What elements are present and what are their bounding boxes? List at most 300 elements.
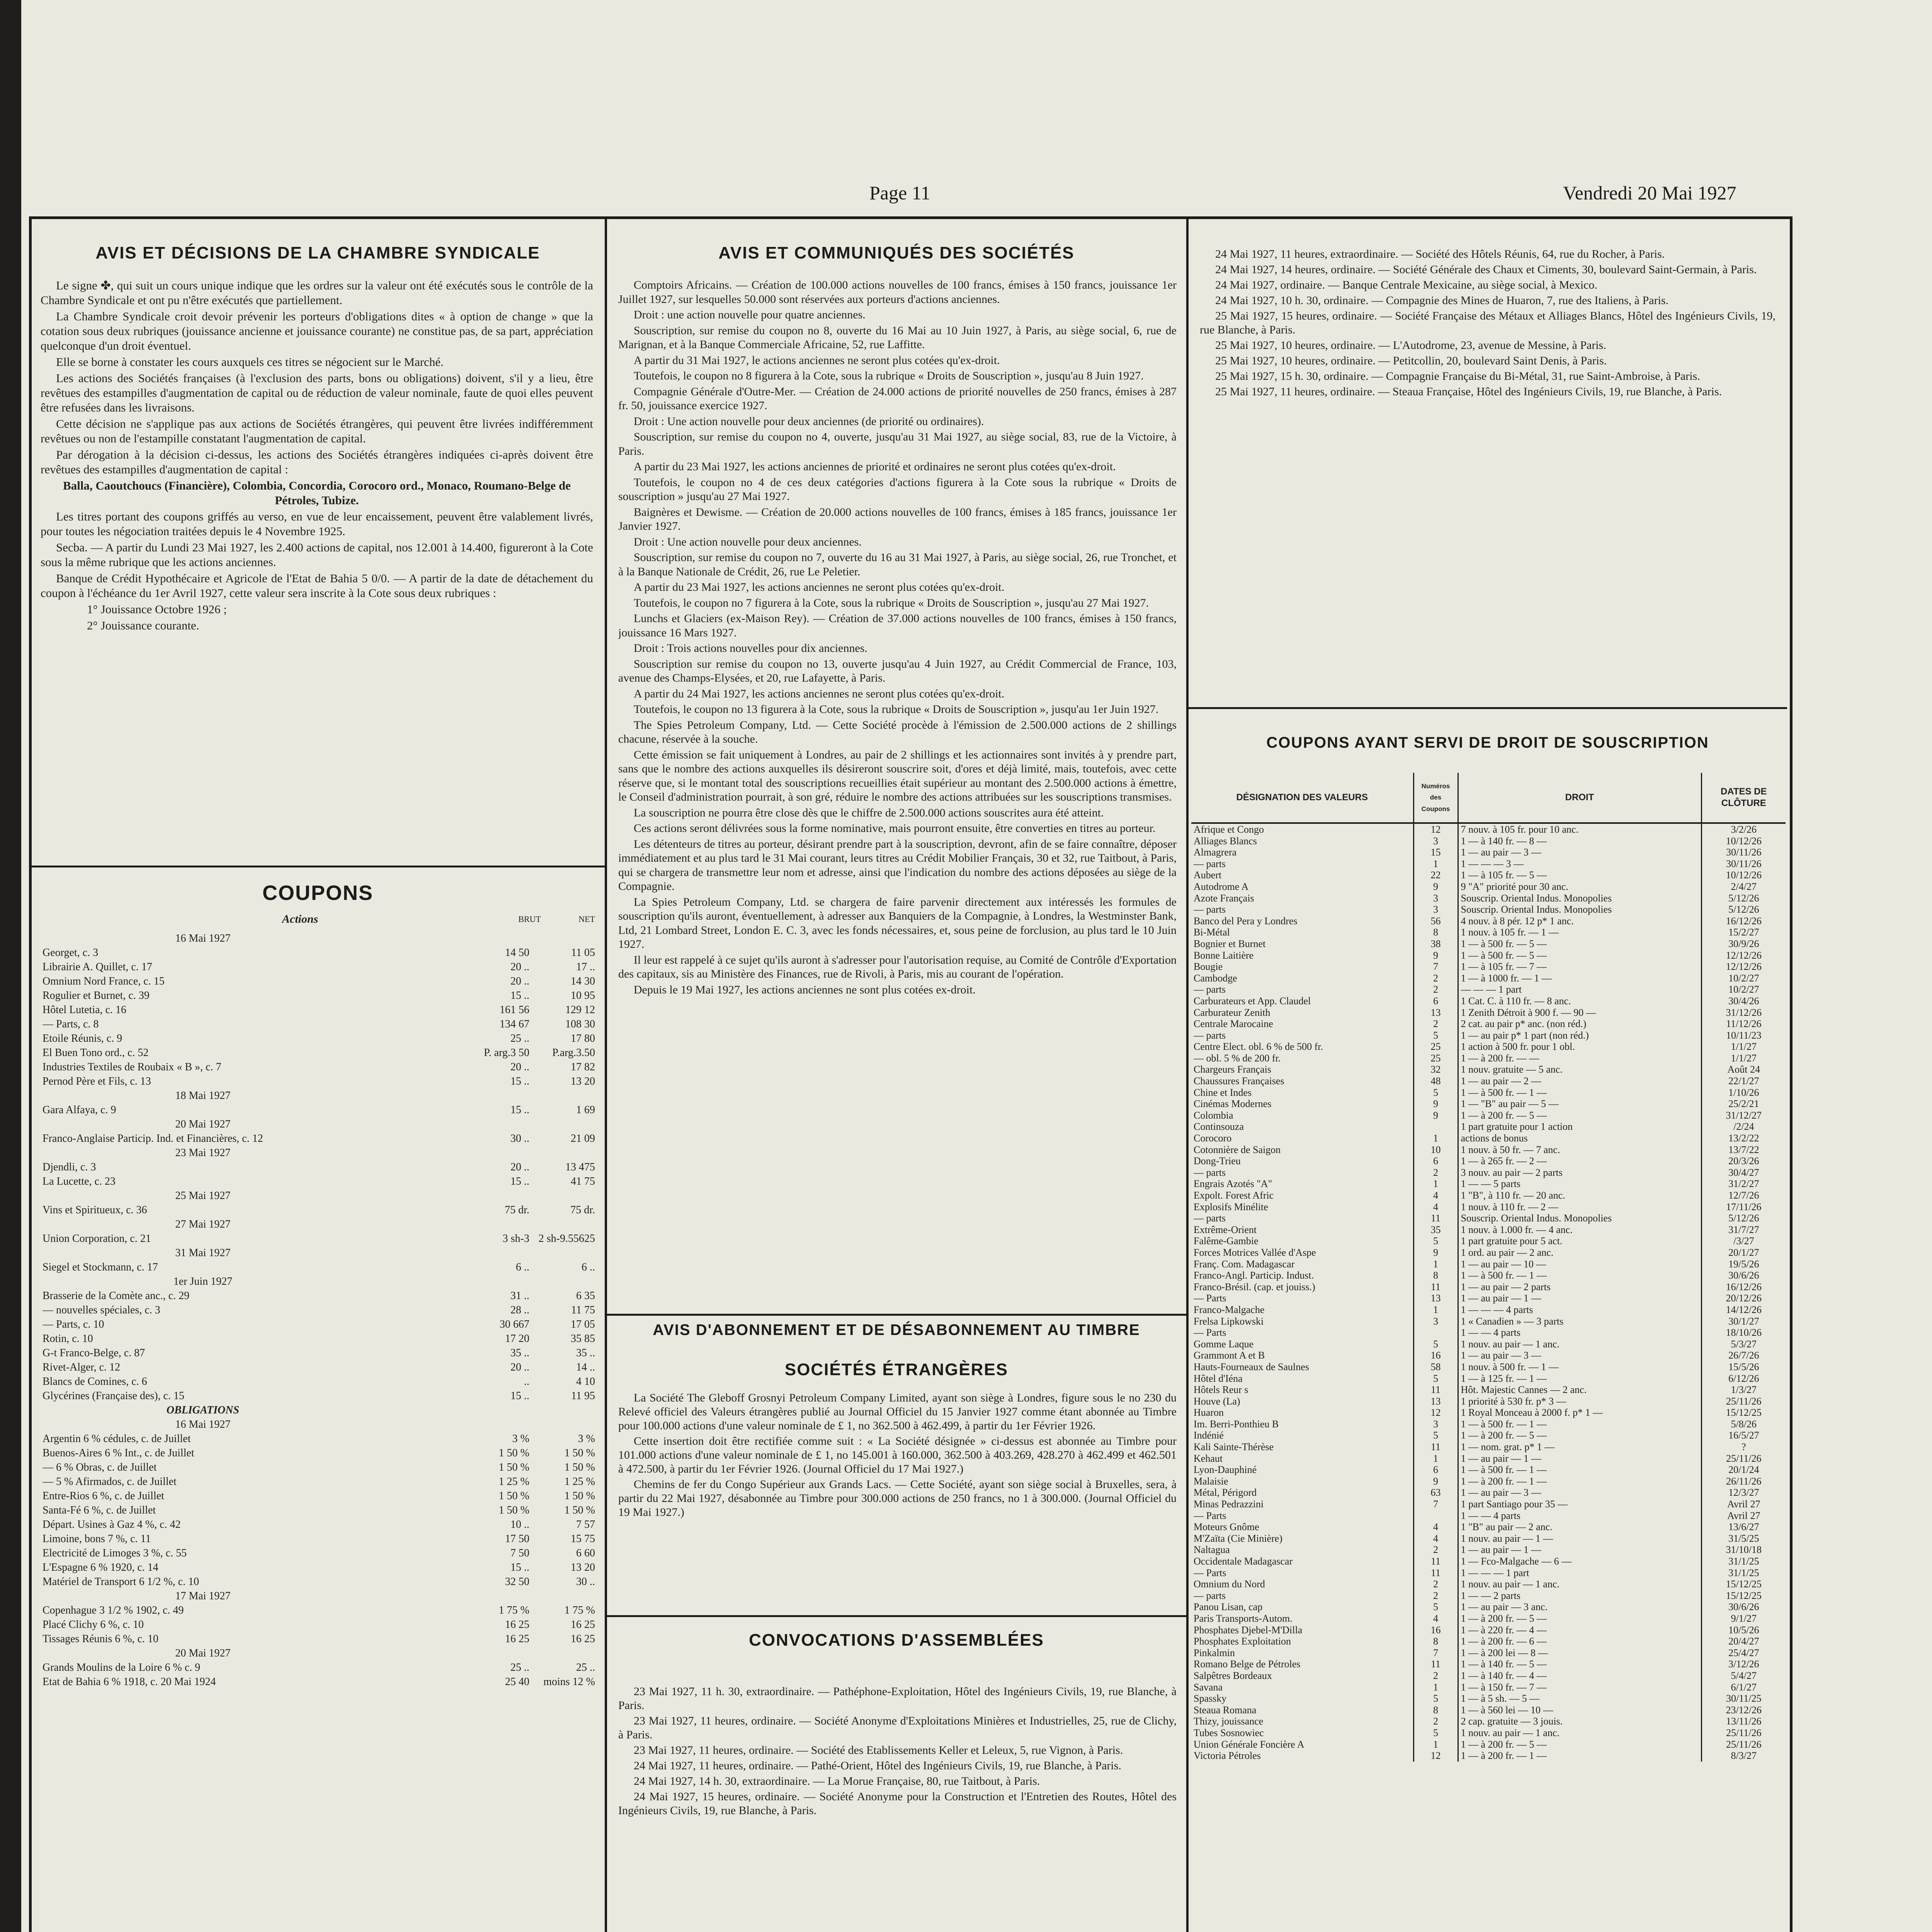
valeur-name: Autodrome A: [1191, 881, 1413, 893]
coupon-droit-row: [1191, 995, 1786, 1007]
coupon-droit-row: [1191, 1190, 1786, 1201]
droit-text: 1 — au pair — 1 —: [1458, 1293, 1701, 1304]
coupon-droit-row: [1191, 1373, 1786, 1384]
date-cloture: 14/12/26: [1726, 1304, 1762, 1315]
coupon-net: [529, 1403, 595, 1417]
coupon-number: 9: [1413, 1476, 1458, 1487]
coupon-brut: 20 ..: [510, 961, 529, 973]
date-cloture: 15/12/25: [1726, 1407, 1762, 1418]
coupon-date-heading: 20 Mai 1927: [175, 1647, 231, 1659]
coupon-net: 1 50 %: [564, 1447, 595, 1459]
droit-text: 1 — — — 3 —: [1458, 858, 1701, 870]
coupon-droit-row: [1191, 1601, 1786, 1613]
droit-text: 1 « Canadien » — 3 parts: [1458, 1316, 1701, 1327]
coupon-date-heading: 31 Mai 1927: [175, 1247, 231, 1259]
coupon-row: [43, 1189, 595, 1203]
coupon-row: [43, 1289, 595, 1303]
column-rule-1: [605, 219, 607, 1932]
coupon-droit-row: [1191, 1098, 1786, 1110]
coupon-droit-row: [1191, 1407, 1786, 1418]
valeur-name: — parts: [1191, 858, 1413, 870]
coupon-name: G-t Franco-Belge, c. 87: [43, 1347, 145, 1359]
coupon-number: 3: [1413, 904, 1458, 915]
coupon-droit-row: [1191, 1007, 1786, 1019]
coupon-brut: 20 ..: [510, 1061, 529, 1073]
coupon-brut: ..: [524, 1376, 529, 1388]
droit-text: 1 — à 140 fr. — 8 —: [1458, 835, 1701, 847]
coupon-name: Placé Clichy 6 %, c. 10: [43, 1619, 144, 1631]
date-cloture: 31/10/18: [1726, 1544, 1762, 1556]
coupon-net: 14 ..: [576, 1361, 595, 1373]
avis-societes-paragraph: La Spies Petroleum Company, Ltd. se chargera de faire parvenir directement aux intéressés les formules de souscription qu'ils auront, éventuellement, à adresser aux Banquiers de la Compagnie, à Londres, la Westminster Bank, Ltd, 21 Lombard Street, London E. C. 3, avec les fonds nécessaires, et, sous peine de forclusion, au plus tard le 10 Juin 1927.: [618, 895, 1177, 951]
droit-text: 4 nouv. à 8 pér. 12 p* 1 anc.: [1458, 915, 1701, 927]
coupon-name: — Parts, c. 8: [43, 1018, 99, 1030]
coupon-number: 12: [1413, 1407, 1458, 1418]
date-cloture: 25/4/27: [1728, 1647, 1759, 1658]
droit-text: 1 nouv. au pair — 1 —: [1458, 1533, 1701, 1544]
date-cloture: 26/11/26: [1726, 1475, 1762, 1487]
coupon-net: 11 75: [571, 1304, 595, 1316]
droit-text: 1 — à 140 fr. — 4 —: [1458, 1670, 1701, 1682]
date-cloture: 10/2/27: [1728, 972, 1759, 984]
coupon-brut: 20 ..: [510, 1161, 529, 1173]
valeur-name: Hôtels Reur s: [1191, 1384, 1413, 1396]
date-cloture: 6/12/26: [1728, 1372, 1759, 1384]
coupon-number: 7: [1413, 1647, 1458, 1659]
coupon-brut: 15 ..: [510, 1561, 529, 1573]
coupon-name: Rivet-Alger, c. 12: [43, 1361, 121, 1373]
coupon-row: [43, 1031, 595, 1046]
date-cloture: 6/1/27: [1731, 1681, 1757, 1693]
date-cloture: 15/12/25: [1726, 1578, 1762, 1590]
coupon-net: 1 69: [576, 1104, 595, 1116]
coupon-droit-row: [1191, 1739, 1786, 1750]
coupon-name: Tissages Réunis 6 %, c. 10: [43, 1633, 158, 1645]
coupon-row: [43, 1303, 595, 1317]
coupon-droit-row: [1191, 1613, 1786, 1624]
date-cloture: 1/1/27: [1731, 1052, 1757, 1064]
valeur-name: Naltagua: [1191, 1544, 1413, 1556]
coupon-row: [43, 1360, 595, 1374]
valeur-name: Frelsa Lipkowski: [1191, 1316, 1413, 1327]
coupon-droit-row: [1191, 1030, 1786, 1041]
avis-societes-paragraph: A partir du 23 Mai 1927, les actions anciennes ne seront plus cotées qu'ex-droit.: [634, 581, 1005, 594]
coupon-droit-row: [1191, 1327, 1786, 1338]
droit-text: 1 — à 140 fr. — 5 —: [1458, 1658, 1701, 1670]
chambre-p10: 1° Jouissance Octobre 1926 ;: [87, 602, 227, 616]
coupon-droit-row: [1191, 1682, 1786, 1693]
date-cloture: 30/6/26: [1728, 1270, 1759, 1281]
coupon-number: 9: [1413, 1110, 1458, 1121]
coupon-name: Franco-Anglaise Particip. Ind. et Financières, c. 12: [43, 1133, 263, 1145]
coupon-net: [529, 1117, 595, 1131]
coupon-number: 12: [1413, 823, 1458, 835]
coupon-droit-row: [1191, 1053, 1786, 1064]
coupon-droit-row: [1191, 1544, 1786, 1556]
coupons-droit-title: COUPONS AYANT SERVI DE DROIT DE SOUSCRIPTION: [1266, 734, 1709, 751]
coupon-name: Etat de Bahia 6 % 1918, c. 20 Mai 1924: [43, 1676, 216, 1688]
avis-societes-paragraph: Toutefois, le coupon no 8 figurera à la Cote, sous la rubrique « Droits de Souscription », jusqu'au 8 Juin 1927.: [634, 369, 1144, 382]
date-cloture: 5/4/27: [1731, 1670, 1757, 1681]
coupon-droit-row: [1191, 1750, 1786, 1762]
coupon-date-heading: 27 Mai 1927: [175, 1218, 231, 1230]
coupon-droit-row: [1191, 858, 1786, 870]
valeur-name: Colombia: [1191, 1110, 1413, 1121]
coupon-net: [529, 1646, 595, 1660]
coupon-number: 6: [1413, 1155, 1458, 1167]
coupon-brut: 1 75 %: [498, 1604, 529, 1616]
convocation-continued-paragraph: 24 Mai 1927, ordinaire. — Banque Centrale Mexicaine, au siège social, à Mexico.: [1215, 279, 1597, 291]
coupon-row: [43, 1546, 595, 1560]
coupon-droit-row: [1191, 1441, 1786, 1453]
droit-text: 1 — à 200 fr. — —: [1458, 1053, 1701, 1064]
date-cloture: 20/4/27: [1728, 1636, 1759, 1647]
coupon-net: 17 82: [571, 1061, 595, 1073]
droit-text: 1 — à 500 fr. — 1 —: [1458, 1464, 1701, 1476]
coupon-number: 1: [1413, 1259, 1458, 1270]
coupon-droit-row: [1191, 1178, 1786, 1190]
valeur-name: Engrais Azotés "A": [1191, 1178, 1413, 1190]
valeur-name: Panou Lisan, cap: [1191, 1601, 1413, 1613]
droit-text: 1 — — 4 parts: [1458, 1327, 1701, 1338]
valeur-name: Steaua Romana: [1191, 1704, 1413, 1716]
coupon-name: Argentin 6 % cédules, c. de Juillet: [43, 1433, 191, 1445]
avis-societes-paragraph: Souscription sur remise du coupon no 13, ouverte jusqu'au 4 Juin 1927, au Crédit Commercial de France, 103, avenue des Champs-Elysées, et 20, rue Lafayette, à Paris.: [618, 657, 1177, 684]
coupon-number: 1: [1413, 1739, 1458, 1750]
coupon-row: [43, 1003, 595, 1017]
coupon-net: 4 10: [576, 1376, 595, 1388]
date-cloture: 10/11/23: [1726, 1029, 1762, 1041]
droit-text: 1 — au pair — 3 anc.: [1458, 1601, 1701, 1613]
convocation-paragraph: 24 Mai 1927, 15 heures, ordinaire. — Société Anonyme pour la Construction et l'Entretien des Routes, Hôtel des Ingénieurs Civils, 19, rue Blanche, à Paris.: [618, 1790, 1177, 1817]
valeur-name: Chaussures Françaises: [1191, 1075, 1413, 1087]
coupon-name: Glycérines (Française des), c. 15: [43, 1390, 184, 1402]
coupon-net: 35 85: [571, 1333, 595, 1345]
droit-text: 1 — à 500 fr. — 1 —: [1458, 1418, 1701, 1430]
coupon-net: 13 20: [571, 1075, 595, 1087]
coupon-row: [43, 1260, 595, 1274]
coupon-number: 10: [1413, 1144, 1458, 1156]
chambre-p3: Les actions des Sociétés françaises (à l'exclusion des parts, bons ou obligations) doivent, s'il y a lieu, être revêtues des estampilles d'augmentation de capital ou de réduction de valeur nominale, faute de quoi elles peuvent être refusées dans les livraisons.: [41, 371, 593, 414]
coupon-number: 25: [1413, 1041, 1458, 1053]
valeur-name: Bougie: [1191, 961, 1413, 973]
coupon-droit-row: [1191, 1533, 1786, 1544]
avis-societes-rule: [607, 1314, 1187, 1316]
droit-text: 1 — "B" au pair — 5 —: [1458, 1098, 1701, 1110]
coupon-net: 13 475: [565, 1161, 595, 1173]
date-cloture: 20/3/26: [1728, 1155, 1759, 1167]
coupon-net: [529, 1217, 595, 1231]
droit-text: 1 — — 5 parts: [1458, 1178, 1701, 1190]
coupon-brut: [471, 1646, 529, 1660]
coupon-number: 1: [1413, 858, 1458, 870]
coupon-brut: 16 25: [505, 1633, 529, 1645]
convocation-paragraph: 24 Mai 1927, 14 h. 30, extraordinaire. — La Morue Française, 80, rue Taitbout, à Paris.: [634, 1775, 1040, 1787]
valeur-name: Im. Berri-Ponthieu B: [1191, 1418, 1413, 1430]
coupon-net: 15 75: [571, 1533, 595, 1545]
coupon-brut: [471, 931, 529, 946]
coupon-droit-row: [1191, 1430, 1786, 1441]
coupon-row: [43, 1475, 595, 1489]
coupon-droit-row: [1191, 1110, 1786, 1121]
valeur-name: Almagrera: [1191, 847, 1413, 858]
coupon-brut: [471, 1117, 529, 1131]
avis-societes-paragraph: A partir du 31 Mai 1927, le actions anciennes ne seront plus cotées qu'ex-droit.: [634, 354, 1000, 367]
coupon-number: 6: [1413, 995, 1458, 1007]
coupon-brut: 20 ..: [510, 975, 529, 987]
date-cloture: 13/2/22: [1728, 1133, 1759, 1144]
valeur-name: — Parts: [1191, 1327, 1413, 1338]
coupons-net-header: NET: [578, 914, 595, 924]
date-cloture: 16/5/27: [1728, 1430, 1759, 1441]
coupon-brut: 161 56: [500, 1004, 529, 1016]
coupons-brut-header: BRUT: [518, 914, 541, 924]
droit-text: 1 Zenith Détroit à 900 f. — 90 —: [1458, 1007, 1701, 1019]
valeur-name: Bonne Laitière: [1191, 950, 1413, 961]
coupons-droit-header-dates: DATES DE CLÔTURE: [1701, 773, 1786, 823]
coupon-row: [43, 1389, 595, 1403]
coupons-list: [43, 931, 595, 1689]
coupon-number: 11: [1413, 1281, 1458, 1293]
avis-societes-paragraph: Les détenteurs de titres au porteur, désirant prendre part à la souscription, devront, afin de se faire connaître, déposer immédiatement et au plus tard le 31 Mai courant, leurs titres au Crédit Mobilier Français, 30 et 32, rue Taitbout, à Paris, qui se chargera de transmettre leur nom et adresse, ainsi que l'indication du nombre des actions déposées au siège de la Compagnie.: [618, 837, 1177, 893]
coupon-droit-row: [1191, 1155, 1786, 1167]
coupon-row: [43, 1460, 595, 1475]
coupon-droit-row: [1191, 1064, 1786, 1075]
avis-societes-paragraph: Baignères et Dewisme. — Création de 20.000 actions nouvelles de 100 francs, émises à 185 francs, jouissance 1er Janvier 1927.: [618, 505, 1177, 532]
coupon-row: [43, 1632, 595, 1646]
droit-text: 1 nouv. à 1.000 fr. — 4 anc.: [1458, 1224, 1701, 1236]
coupon-row: [43, 1617, 595, 1632]
coupon-number: [1413, 1327, 1458, 1338]
coupon-number: 5: [1413, 1727, 1458, 1739]
abonnement-title: AVIS D'ABONNEMENT ET DE DÉSABONNEMENT AU TIMBRE: [653, 1321, 1140, 1338]
droit-text: 3 nouv. au pair — 2 parts: [1458, 1167, 1701, 1179]
date-cloture: 15/12/25: [1726, 1590, 1762, 1601]
coupon-number: 3: [1413, 835, 1458, 847]
valeur-name: — Parts: [1191, 1510, 1413, 1522]
coupon-droit-row: [1191, 1476, 1786, 1487]
droit-text: 1 — à 5 sh. — 5 —: [1458, 1693, 1701, 1704]
avis-societes-title: AVIS ET COMMUNIQUÉS DES SOCIÉTÉS: [718, 243, 1075, 262]
valeur-name: Houve (La): [1191, 1396, 1413, 1407]
valeur-name: Aubert: [1191, 869, 1413, 881]
coupon-brut: 32 50: [505, 1576, 529, 1588]
date-cloture: 12/7/26: [1728, 1190, 1759, 1201]
coupon-droit-row: [1191, 1693, 1786, 1704]
coupon-date-heading: OBLIGATIONS: [166, 1404, 240, 1416]
date-cloture: 30/6/26: [1728, 1601, 1759, 1613]
coupon-droit-row: [1191, 961, 1786, 973]
coupon-net: 7 57: [576, 1519, 595, 1531]
newspaper-page: [21, 0, 1932, 1932]
abonnement-subtitle: SOCIÉTÉS ÉTRANGÈRES: [784, 1360, 1009, 1379]
droit-text: 1 — à 265 fr. — 2 —: [1458, 1155, 1701, 1167]
valeur-name: Alliages Blancs: [1191, 835, 1413, 847]
coupon-number: 5: [1413, 1030, 1458, 1041]
coupon-number: 9: [1413, 950, 1458, 961]
coupons-actions-label: Actions: [282, 913, 318, 925]
coupon-droit-row: [1191, 1270, 1786, 1281]
valeur-name: — parts: [1191, 1213, 1413, 1224]
chambre-p6: Balla, Caoutchoucs (Financière), Colombia, Concordia, Corocoro ord., Monaco, Roumano-Belge de Pétroles, Tubize.: [63, 479, 571, 507]
valeur-name: Carburateur Zenith: [1191, 1007, 1413, 1019]
coupon-name: Rotin, c. 10: [43, 1333, 93, 1345]
coupon-brut: 6 ..: [516, 1261, 529, 1273]
coupon-brut: 134 67: [500, 1018, 529, 1030]
coupon-brut: 15 ..: [510, 1390, 529, 1402]
coupon-name: El Buen Tono ord., c. 52: [43, 1047, 149, 1059]
coupon-row: [43, 1088, 595, 1103]
coupon-net: 14 30: [571, 975, 595, 987]
avis-societes-paragraph: The Spies Petroleum Company, Ltd. — Cette Société procède à l'émission de 2.500.000 actions de 2 shillings chacune, réservée à la souche.: [618, 718, 1177, 745]
date-cloture: 13/11/26: [1726, 1716, 1762, 1727]
chambre-p2: Elle se borne à constater les cours auxquels ces titres se négocient sur le Marché.: [56, 355, 444, 369]
coupon-net: moins 12 %: [543, 1676, 595, 1688]
coupon-droit-row: [1191, 915, 1786, 927]
coupon-droit-row: [1191, 1247, 1786, 1259]
coupon-brut: 3 sh-3: [502, 1233, 529, 1245]
coupon-number: 2: [1413, 1716, 1458, 1727]
coupon-net: 1 25 %: [564, 1476, 595, 1488]
coupon-name: Etoile Réunis, c. 9: [43, 1032, 122, 1044]
date-cloture: 22/1/27: [1728, 1075, 1759, 1087]
valeur-name: Bi-Métal: [1191, 927, 1413, 938]
coupon-brut: 25 40: [505, 1676, 529, 1688]
coupon-row: [43, 1417, 595, 1432]
coupon-number: 7: [1413, 1498, 1458, 1510]
valeur-name: Salpêtres Bordeaux: [1191, 1670, 1413, 1682]
coupon-net: 1 75 %: [564, 1604, 595, 1616]
coupon-brut: 3 %: [512, 1433, 529, 1445]
date-cloture: Avril 27: [1727, 1498, 1760, 1510]
col3-rule: [1189, 707, 1787, 709]
date-cloture: 5/3/27: [1731, 1338, 1757, 1350]
coupon-droit-row: [1191, 1636, 1786, 1647]
droit-text: 1 — à 500 fr. — 5 —: [1458, 938, 1701, 950]
date-cloture: 20/12/26: [1726, 1293, 1762, 1304]
coupon-net: [529, 1417, 595, 1432]
droit-text: 1 — — — 4 parts: [1458, 1304, 1701, 1316]
date-cloture: 31/7/27: [1728, 1224, 1759, 1235]
coupon-name: Limoine, bons 7 %, c. 11: [43, 1533, 151, 1545]
coupon-number: 15: [1413, 847, 1458, 858]
coupon-droit-row: [1191, 1498, 1786, 1510]
coupon-number: 58: [1413, 1361, 1458, 1373]
coupon-row: [43, 1503, 595, 1517]
coupon-number: 5: [1413, 1430, 1458, 1441]
coupon-row: [43, 946, 595, 960]
date-cloture: 10/12/26: [1726, 869, 1762, 881]
coupon-net: 3 %: [578, 1433, 595, 1445]
droit-text: 1 nouv. gratuite — 5 anc.: [1458, 1064, 1701, 1075]
avis-societes-paragraph: Compagnie Générale d'Outre-Mer. — Création de 24.000 actions de priorité nouvelles de 250 francs, émises à 287 fr. 50, jouissance exercice 1927.: [618, 385, 1177, 412]
coupon-droit-row: [1191, 1087, 1786, 1099]
date-cloture: 20/1/24: [1728, 1464, 1759, 1476]
coupon-droit-row: [1191, 835, 1786, 847]
coupon-date-heading: 16 Mai 1927: [175, 1418, 231, 1430]
droit-text: 1 priorité à 530 fr. p* 3 —: [1458, 1396, 1701, 1407]
coupon-number: 4: [1413, 1201, 1458, 1213]
droit-text: Souscrip. Oriental Indus. Monopolies: [1458, 904, 1701, 915]
date-cloture: Avril 27: [1727, 1510, 1760, 1521]
valeur-name: Chine et Indes: [1191, 1087, 1413, 1099]
coupon-number: 4: [1413, 1521, 1458, 1533]
coupon-number: 8: [1413, 1636, 1458, 1647]
valeur-name: Grammont A et B: [1191, 1350, 1413, 1361]
date-cloture: 30/11/26: [1726, 858, 1762, 869]
droit-text: 1 — à 200 fr. — 5 —: [1458, 1110, 1701, 1121]
coupon-droit-row: [1191, 1235, 1786, 1247]
valeur-name: Extrême-Orient: [1191, 1224, 1413, 1236]
droit-text: 1 nouv. à 50 fr. — 7 anc.: [1458, 1144, 1701, 1156]
droit-text: 1 — à 200 fr. — 5 —: [1458, 1430, 1701, 1441]
coupon-date-heading: 16 Mai 1927: [175, 932, 231, 944]
date-cloture: 2/4/27: [1731, 881, 1757, 892]
coupon-brut: 15 ..: [510, 990, 529, 1002]
valeur-name: Lyon-Dauphiné: [1191, 1464, 1413, 1476]
valeur-name: Kehaut: [1191, 1453, 1413, 1464]
coupon-row: [43, 1575, 595, 1589]
coupon-number: 2: [1413, 1590, 1458, 1602]
coupon-brut: 31 ..: [510, 1290, 529, 1302]
coupon-brut: 14 50: [505, 947, 529, 959]
coupon-brut: 25 ..: [510, 1662, 529, 1673]
valeur-name: Minas Pedrazzini: [1191, 1498, 1413, 1510]
scan-left-edge: [0, 0, 21, 1932]
coupon-row: [43, 1074, 595, 1088]
droit-text: 1 "B", à 110 fr. — 20 anc.: [1458, 1190, 1701, 1201]
coupon-row: [43, 1517, 595, 1532]
date-cloture: 30/11/25: [1726, 1693, 1762, 1704]
coupon-droit-row: [1191, 1121, 1786, 1133]
coupon-droit-row: [1191, 1716, 1786, 1727]
droit-text: 1 — à 220 fr. — 4 —: [1458, 1624, 1701, 1636]
droit-text: 1 Royal Monceau à 2000 f. p* 1 —: [1458, 1407, 1701, 1418]
coupon-number: 13: [1413, 1396, 1458, 1407]
coupons-title: COUPONS: [262, 881, 374, 905]
coupon-number: 5: [1413, 1373, 1458, 1384]
coupon-droit-row: [1191, 1567, 1786, 1579]
valeur-name: — parts: [1191, 1030, 1413, 1041]
droit-text: 1 — à 200 fr. — 1 —: [1458, 1750, 1701, 1762]
date-cloture: 3/2/26: [1731, 824, 1757, 835]
coupon-number: 11: [1413, 1384, 1458, 1396]
coupon-row: [43, 1403, 595, 1417]
coupon-name: La Lucette, c. 23: [43, 1175, 116, 1187]
date-cloture: 13/6/27: [1728, 1521, 1759, 1533]
coupon-droit-row: [1191, 1361, 1786, 1373]
date-cloture: 16/12/26: [1726, 915, 1762, 927]
avis-societes-paragraph: Souscription, sur remise du coupon no 8, ouverte du 16 Mai au 10 Juin 1927, à Paris, au siège social, 6, rue de Marignan, et à la Banque Commerciale Africaine, 52, rue Laffitte.: [618, 324, 1177, 351]
date-cloture: Août 24: [1727, 1064, 1760, 1075]
coupon-row: [43, 1675, 595, 1689]
chambre-rule: [32, 866, 605, 867]
coupon-number: 9: [1413, 1098, 1458, 1110]
page-number: Page 11: [869, 182, 930, 204]
coupon-brut: 15 ..: [510, 1175, 529, 1187]
date-cloture: 25/2/21: [1728, 1098, 1759, 1110]
droit-text: 1 — à 500 fr. — 5 —: [1458, 950, 1701, 961]
droit-text: 1 — à 150 fr. — 7 —: [1458, 1682, 1701, 1693]
date-cloture: 15/5/26: [1728, 1361, 1759, 1372]
coupon-net: [529, 1589, 595, 1603]
coupon-net: 13 20: [571, 1561, 595, 1573]
valeur-name: Moteurs Gnôme: [1191, 1521, 1413, 1533]
date-cloture: 11/12/26: [1726, 1018, 1762, 1030]
coupon-name: Grands Moulins de la Loire 6 % c. 9: [43, 1662, 201, 1673]
coupon-number: 1: [1413, 1682, 1458, 1693]
coupon-number: 3: [1413, 893, 1458, 904]
